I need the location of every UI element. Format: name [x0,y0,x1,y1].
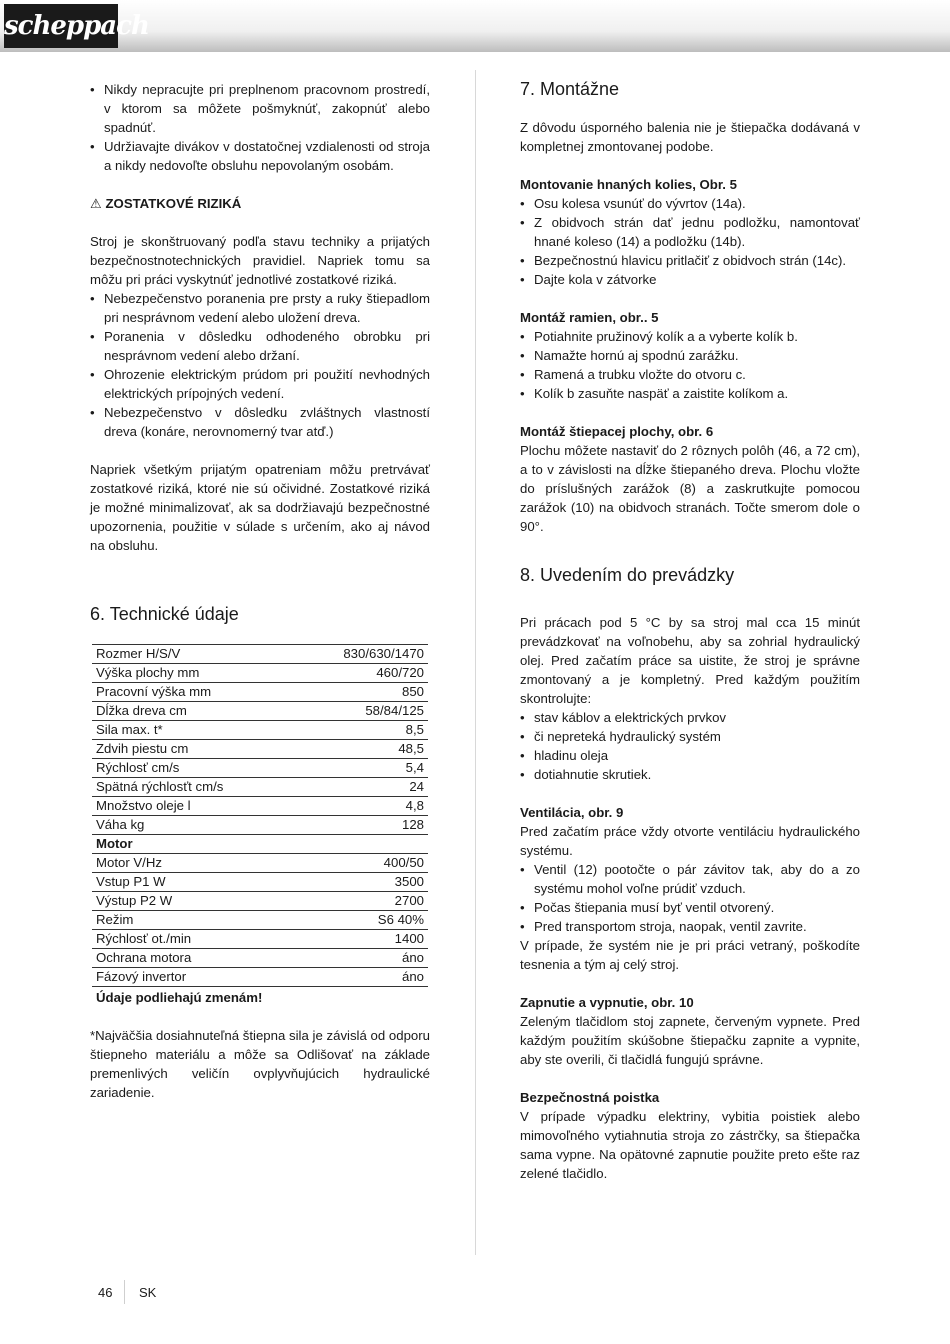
table-row [92,702,428,721]
residual-bullets [90,289,430,441]
spec-label: Váha kg [92,816,295,835]
table-row [92,835,428,854]
spec-value: 3500 [295,873,428,892]
right-column [520,80,860,1183]
table-row [92,816,428,835]
table-row [92,778,428,797]
spec-label: Vstup P1 W [92,873,295,892]
residual-risk-heading [90,194,430,213]
spec-label: Sila max. t* [92,721,295,740]
residual-risk-title: ZOSTATKOVÉ RIZIKÁ [105,196,242,211]
assembly-intro: Z dôvodu úsporného balenia nie je štiepačka dodávaná v kompletnej zmontovanej podobe. [520,120,860,154]
table-row [92,664,428,683]
table-row [92,854,428,873]
footer-separator [124,1280,125,1304]
list-item: • Udržiavajte divákov v dostatočnej vzdialenosti od stroja a nikdy nedovoľte obsluhu nepovolaným osobám. [90,137,430,175]
spec-value: 8,5 [295,721,428,740]
startup-text: Pri prácach pod 5 °C by sa stroj mal cca 15 minút prevádzkovať na voľnobehu, aby sa zohrial hydraulický olej. Pred začatím práce sa uistite, že stroj je správne zmontovaný a je kompletný. Pred každým použitím skontrolujte: [520,615,860,706]
spec-value: 460/720 [295,664,428,683]
table-row [92,892,428,911]
list-item: • Z obidvoch strán dať jednu podložku, namontovať hnané koleso (14) a podložku (14b). [520,213,860,251]
table-row [92,759,428,778]
startup-bullets [520,708,860,784]
language-code: SK [139,1285,157,1300]
spec-value: áno [295,949,428,968]
spec-label: Dĺžka dreva cm [92,702,295,721]
vent-bullets [520,860,860,936]
spec-value: 850 [295,683,428,702]
column-divider [475,70,476,1255]
spec-value: 24 [295,778,428,797]
list-item: • stav káblov a elektrických prvkov [520,708,860,727]
spec-label: Rýchlosť cm/s [92,759,295,778]
fuse-title: Bezpečnostná poistka [520,1090,660,1105]
list-item: • Potiahnite pružinový kolík a a vyberte kolík b. [520,327,860,346]
spec-label: Spätná rýchlosťt cm/s [92,778,295,797]
table-row [92,645,428,664]
table-row [92,721,428,740]
header-bar [0,0,950,52]
spec-value: 58/84/125 [295,702,428,721]
warning-icon: ⚠ [90,196,102,211]
spec-value: áno [295,968,428,987]
list-item: • Dajte kola v zátvorke [520,270,860,289]
spec-footnote: *Najväčšia dosiahnuteľná štiepna sila je závislá od odporu štiepneho materiálu a môže sa Odlišovať na základe premenlivých veličín ovplyvňujúcich hydraulické zariadenie. [90,1028,430,1100]
spec-label: Zdvih piestu cm [92,740,295,759]
table-row [92,949,428,968]
table-row [92,911,428,930]
safety-bullets [90,80,430,175]
spec-value: 48,5 [295,740,428,759]
spec-label: Fázový invertor [92,968,295,987]
spec-label: Výstup P2 W [92,892,295,911]
list-item: • Osu kolesa vsunúť do vývrtov (14a). [520,194,860,213]
spec-value: 1400 [295,930,428,949]
list-item: • Ramená a trubku vložte do otvoru c. [520,365,860,384]
list-item: • hladinu oleja [520,746,860,765]
startup-title: 8. Uvedením do prevádzky [520,565,735,585]
switch-text: Zeleným tlačidlom stoj zapnete, červeným vypnete. Pred každým použitím skúšobne štiepačku zapnite a vypnite, aby ste overili, či tlačidlá fungujú správne. [520,1014,860,1067]
spec-value: 400/50 [295,854,428,873]
spec-label: Rýchlosť ot./min [92,930,295,949]
spec-value: 5,4 [295,759,428,778]
table-row [92,740,428,759]
spec-label: Motor [92,835,295,854]
spec-value: 128 [295,816,428,835]
plate-title: Montáž štiepacej plochy, obr. 6 [520,424,714,439]
vent-title: Ventilácia, obr. 9 [520,805,624,820]
list-item: • Namažte hornú aj spodnú zarážku. [520,346,860,365]
fuse-text: V prípade výpadku elektriny, vybitia poistiek alebo mimovoľného vytiahnutia stroja zo zástrčky, sa štiepačka sama vypne. Na opätovné zapnutie použite preto ešte raz zelené tlačidlo. [520,1109,860,1181]
spec-value [295,835,428,854]
spec-value: 830/630/1470 [295,645,428,664]
list-item: • Kolík b zasuňte naspäť a zaistite kolíkom a. [520,384,860,403]
table-row [92,930,428,949]
assembly-title: 7. Montážne [520,79,620,99]
list-item: • Nebezpečenstvo v dôsledku zvláštnych vlastností dreva (konáre, nerovnomerný tvar atď.) [90,403,430,441]
list-item: • Bezpečnostnú hlavicu pritlačiť z obidvoch strán (14c). [520,251,860,270]
wheels-bullets [520,194,860,289]
table-row [92,873,428,892]
spec-label: Výška plochy mm [92,664,295,683]
brand-logo: scheppach [4,4,118,48]
spec-label: Pracovní výška mm [92,683,295,702]
left-column [90,80,430,1102]
arms-bullets [520,327,860,403]
list-item: • Nikdy nepracujte pri preplnenom pracovnom prostredí, v ktorom sa môžete pošmyknúť, zakopnúť alebo spadnúť. [90,80,430,137]
page-number: 46 [98,1285,113,1300]
list-item: • dotiahnutie skrutiek. [520,765,860,784]
residual-intro: Stroj je skonštruovaný podľa stavu techniky a prijatých bezpečnostnotechnických pravidiel. Napriek tomu sa môžu pri práci vyskytnúť jednotlivé zostatkové riziká. [90,234,430,287]
switch-title: Zapnutie a vypnutie, obr. 10 [520,995,694,1010]
list-item: • Počas štiepania musí byť ventil otvorený. [520,898,860,917]
list-item: • Pred transportom stroja, naopak, ventil zavrite. [520,917,860,936]
table-row [92,968,428,987]
residual-outro: Napriek všetkým prijatým opatreniam môžu pretrvávať zostatkové riziká, ktoré nie sú očividné. Zostatkové riziká je možné minimalizovať, ak sa dodržiavajú bezpečnostné upozornenia, použitie v súlade s určením, ako aj návod na obsluhu. [90,462,430,553]
spec-label: Množstvo oleje l [92,797,295,816]
list-item: • Ventil (12) pootočte o pár závitov tak, aby do a zo systému mohol voľne prúdiť vzduch. [520,860,860,898]
spec-table [92,644,428,987]
spec-label: Režim [92,911,295,930]
vent-outro: V prípade, že systém nie je pri práci vetraný, poškodíte tesnenia a tým aj celý stroj. [520,938,860,972]
vent-text: Pred začatím práce vždy otvorte ventiláciu hydraulického systému. [520,824,860,858]
spec-value: 4,8 [295,797,428,816]
spec-change-note: Údaje podliehajú zmenám! [96,990,263,1005]
spec-label: Ochrana motora [92,949,295,968]
spec-label: Rozmer H/S/V [92,645,295,664]
list-item: • Ohrozenie elektrickým prúdom pri použití nevhodných elektrických prípojných vedení. [90,365,430,403]
table-row [92,683,428,702]
table-row [92,797,428,816]
list-item: • Nebezpečenstvo poranenia pre prsty a ruky štiepadlom pri nesprávnom vedení alebo uložení dreva. [90,289,430,327]
wheels-title: Montovanie hnaných kolies, Obr. 5 [520,177,737,192]
list-item: • Poranenia v dôsledku odhodeného obrobku pri nesprávnom vedení alebo držaní. [90,327,430,365]
spec-value: 2700 [295,892,428,911]
arms-title: Montáž ramien, obr.. 5 [520,310,659,325]
list-item: • či nepreteká hydraulický systém [520,727,860,746]
spec-value: S6 40% [295,911,428,930]
spec-label: Motor V/Hz [92,854,295,873]
tech-section-title: 6. Technické údaje [90,604,239,624]
plate-text: Plochu môžete nastaviť do 2 rôznych polôh (46, a 72 cm), a to v závislosti na dĺžke štiepaného dreva. Plochu vložte do príslušných zarážok (8) a zaskrutkujte pomocou zarážok (10) na obidvoch stranách. Točte smerom dole o 90°. [520,443,860,534]
